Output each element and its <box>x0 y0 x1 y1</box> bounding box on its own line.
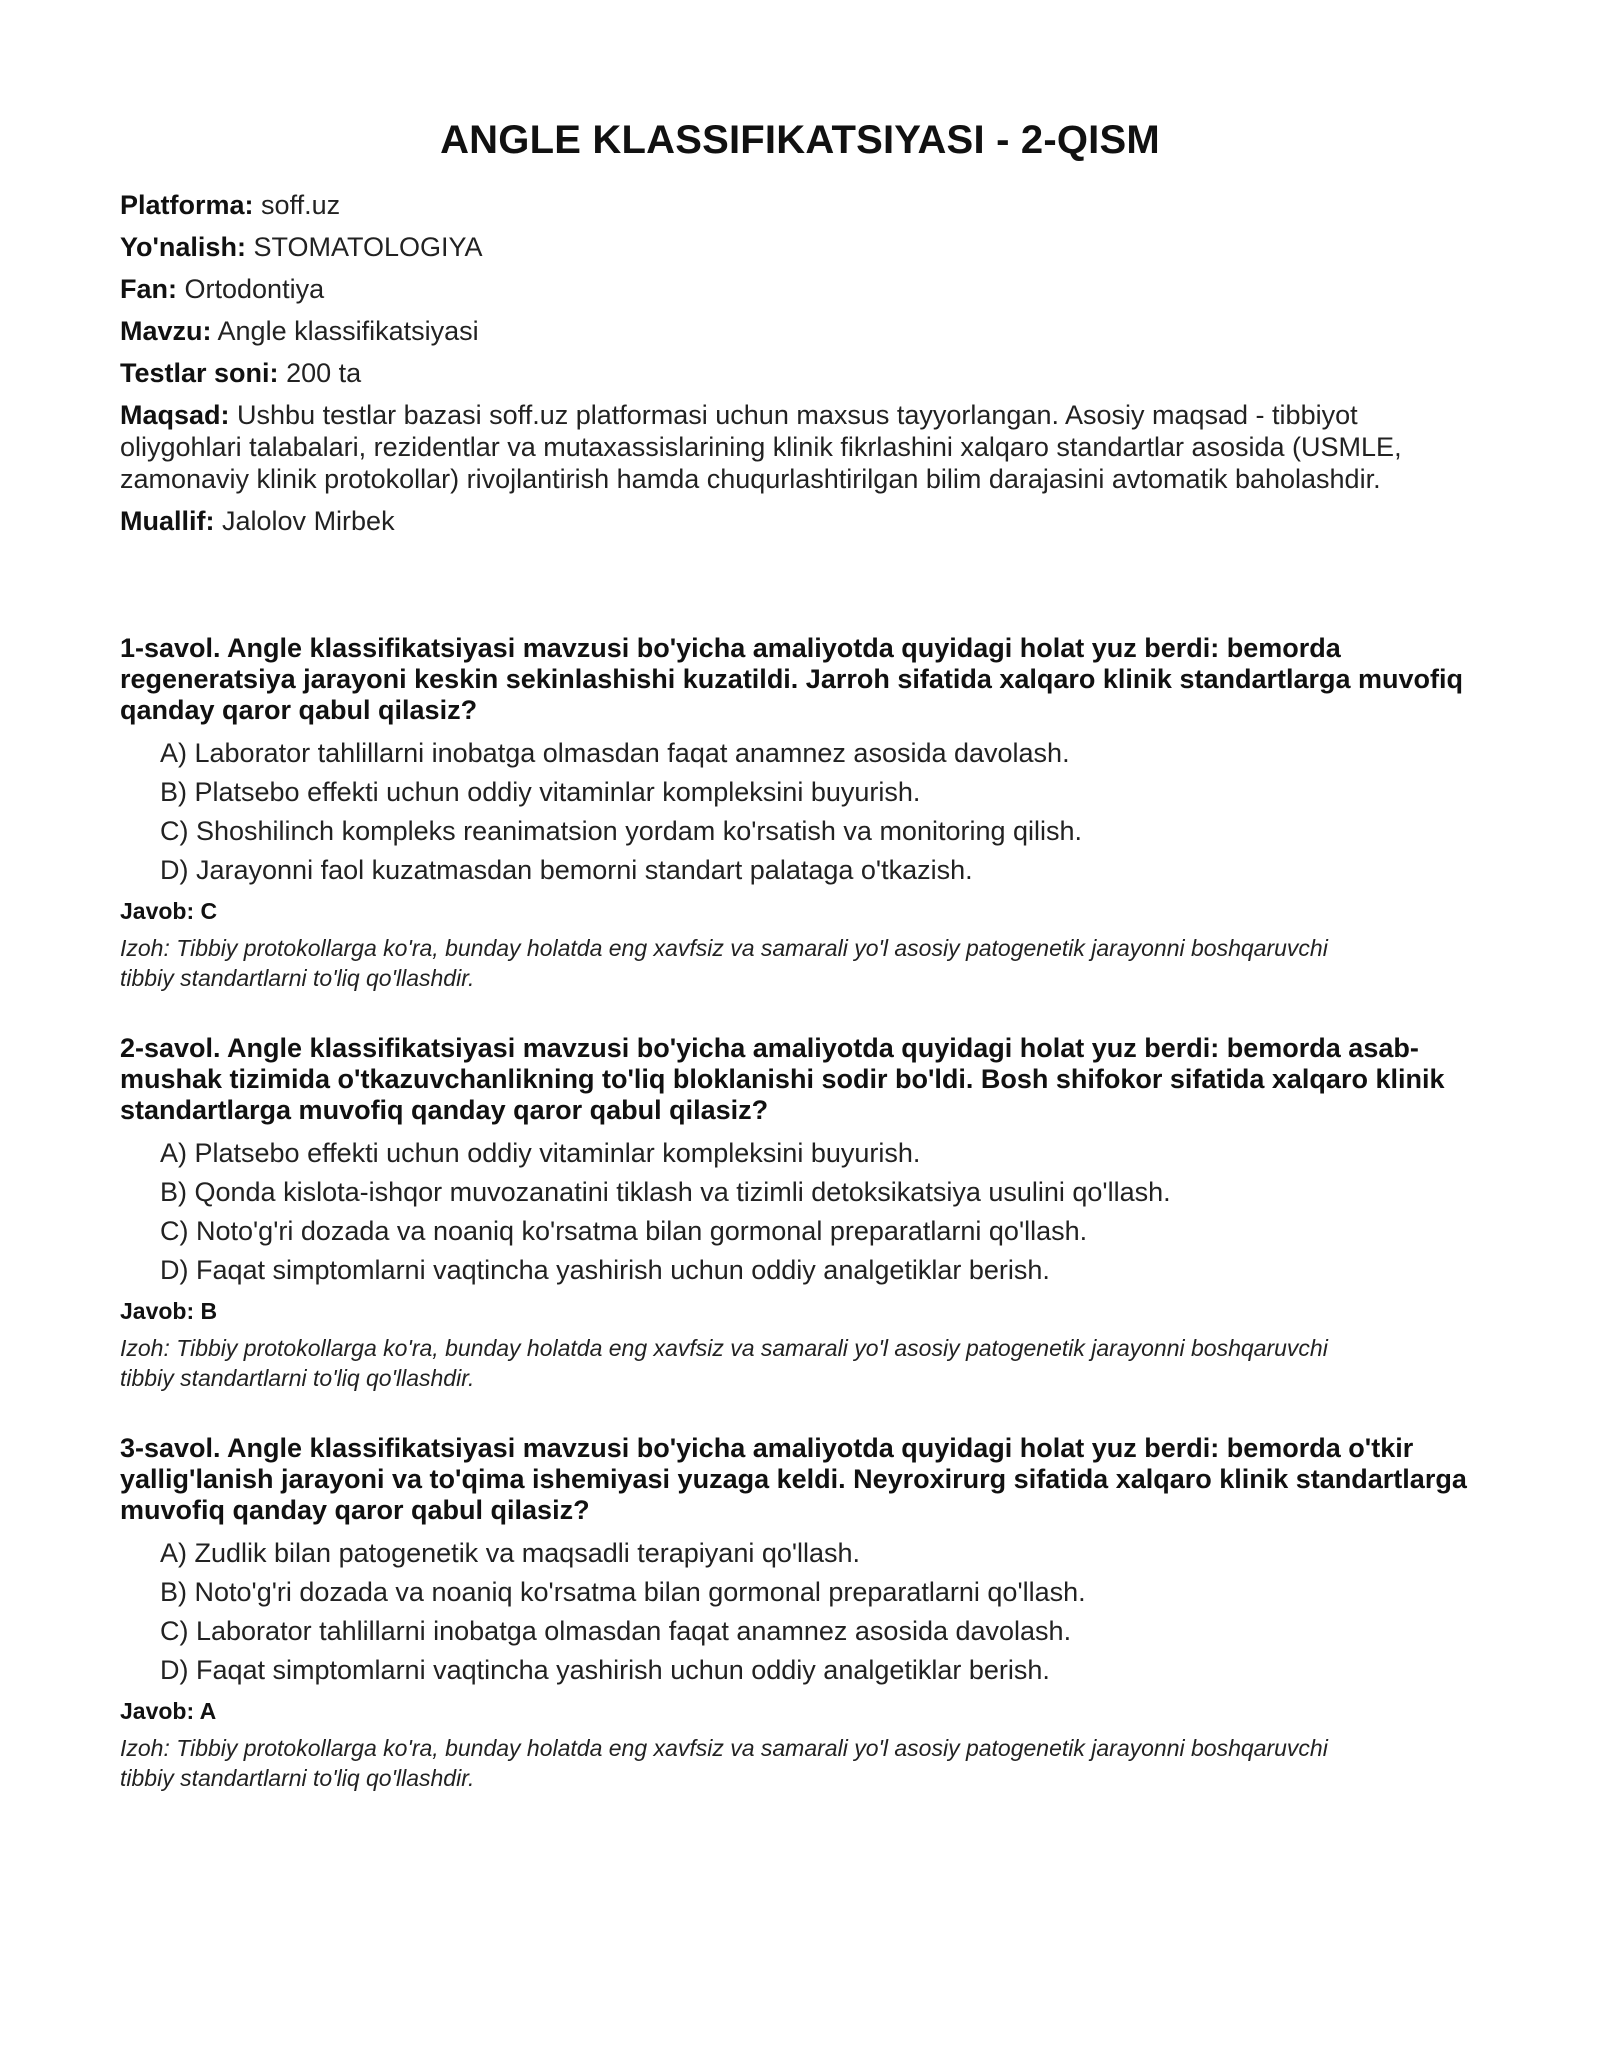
option-b: B) Noto'g'ri dozada va noaniq ko'rsatma bilan gormonal preparatlarni qo'llash. <box>160 1577 1086 1607</box>
option-d: D) Faqat simptomlarni vaqtincha yashirish uchun oddiy analgetiklar berish. <box>160 1255 1050 1285</box>
meta-author <box>120 505 1480 537</box>
meta-value: soff.uz <box>261 190 341 220</box>
meta-label: Fan: <box>120 274 177 304</box>
answer-options <box>120 1538 1480 1686</box>
meta-label: Mavzu: <box>120 316 212 346</box>
option-c: C) Shoshilinch kompleks reanimatsion yordam ko'rsatish va monitoring qilish. <box>160 816 1083 846</box>
answer-key: Javob: A <box>120 1698 217 1724</box>
meta-purpose <box>120 399 1480 495</box>
question-1 <box>120 633 1480 993</box>
meta-value: Ortodontiya <box>184 274 325 304</box>
meta-label: Muallif: <box>120 506 215 536</box>
option-d: D) Jarayonni faol kuzatmasdan bemorni standart palataga o'tkazish. <box>160 855 973 885</box>
answer-options <box>120 1138 1480 1286</box>
option-c: C) Laborator tahlillarni inobatga olmasdan faqat anamnez asosida davolash. <box>160 1616 1072 1646</box>
meta-value: Angle klassifikatsiyasi <box>217 316 479 346</box>
option-d: D) Faqat simptomlarni vaqtincha yashirish uchun oddiy analgetiklar berish. <box>160 1655 1050 1685</box>
meta-value: 200 ta <box>286 358 362 388</box>
option-a: A) Laborator tahlillarni inobatga olmasdan faqat anamnez asosida davolash. <box>160 738 1070 768</box>
meta-subject <box>120 273 1480 305</box>
meta-test-count <box>120 357 1480 389</box>
question-text: 2-savol. Angle klassifikatsiyasi mavzusi bo'yicha amaliyotda quyidagi holat yuz berdi: bemorda asab-mushak tizimida o'tkazuvchanlikning to'liq bloklanishi sodir bo'ldi. Bosh shifokor sifatida xalqaro klinik standartlarga muvofiq qanday qaror qabul qilasiz? <box>120 1033 1445 1125</box>
answer-key: Javob: B <box>120 1298 218 1324</box>
option-c: C) Noto'g'ri dozada va noaniq ko'rsatma bilan gormonal preparatlarni qo'llash. <box>160 1216 1088 1246</box>
question-2 <box>120 1033 1480 1393</box>
meta-label: Yo'nalish: <box>120 232 246 262</box>
meta-value: STOMATOLOGIYA <box>253 232 483 262</box>
answer-options <box>120 738 1480 886</box>
option-a: A) Platsebo effekti uchun oddiy vitaminlar kompleksini buyurish. <box>160 1138 921 1168</box>
question-3 <box>120 1433 1480 1793</box>
meta-direction <box>120 231 1480 263</box>
question-text: 3-savol. Angle klassifikatsiyasi mavzusi bo'yicha amaliyotda quyidagi holat yuz berdi: bemorda o'tkir yallig'lanish jarayoni va to'qima ishemiyasi yuzaga keldi. Neyroxirurg sifatida xalqaro klinik standartlarga muvofiq qanday qaror qabul qilasiz? <box>120 1433 1467 1525</box>
meta-label: Testlar soni: <box>120 358 279 388</box>
meta-label: Maqsad: <box>120 400 230 430</box>
meta-value: Jalolov Mirbek <box>222 506 395 536</box>
answer-key: Javob: C <box>120 898 218 924</box>
meta-platform <box>120 189 1480 221</box>
meta-label: Platforma: <box>120 190 254 220</box>
option-b: B) Qonda kislota-ishqor muvozanatini tiklash va tizimli detoksikatsiya usulini qo'llash. <box>160 1177 1171 1207</box>
meta-topic <box>120 315 1480 347</box>
explanation-note: Izoh: Tibbiy protokollarga ko'ra, bunday holatda eng xavfsiz va samarali yo'l asosiy patogenetik jarayonni boshqaruvchi tibbiy standartlarni to'liq qo'llashdir. <box>120 935 1328 991</box>
explanation-note: Izoh: Tibbiy protokollarga ko'ra, bunday holatda eng xavfsiz va samarali yo'l asosiy patogenetik jarayonni boshqaruvchi tibbiy standartlarni to'liq qo'llashdir. <box>120 1735 1328 1791</box>
option-b: B) Platsebo effekti uchun oddiy vitaminlar kompleksini buyurish. <box>160 777 921 807</box>
meta-value: Ushbu testlar bazasi soff.uz platformasi uchun maxsus tayyorlangan. Asosiy maqsad - tibbiyot oliygohlari talabalari, rezidentlar va mutaxassislarining klinik fikrlashini xalqaro standartlar asosida (USMLE, zamonaviy klinik protokollar) rivojlantirish hamda chuqurlashtirilgan bilim darajasini avtomatik baholashdir. <box>120 400 1402 494</box>
question-text: 1-savol. Angle klassifikatsiyasi mavzusi bo'yicha amaliyotda quyidagi holat yuz berdi: bemorda regeneratsiya jarayoni keskin sekinlashishi kuzatildi. Jarroh sifatida xalqaro klinik standartlarga muvofiq qanday qaror qabul qilasiz? <box>120 633 1463 725</box>
option-a: A) Zudlik bilan patogenetik va maqsadli terapiyani qo'llash. <box>160 1538 861 1568</box>
explanation-note: Izoh: Tibbiy protokollarga ko'ra, bunday holatda eng xavfsiz va samarali yo'l asosiy patogenetik jarayonni boshqaruvchi tibbiy standartlarni to'liq qo'llashdir. <box>120 1335 1328 1391</box>
document-title: ANGLE KLASSIFIKATSIYASI - 2-QISM <box>440 118 1160 162</box>
metadata-block <box>120 189 1480 537</box>
